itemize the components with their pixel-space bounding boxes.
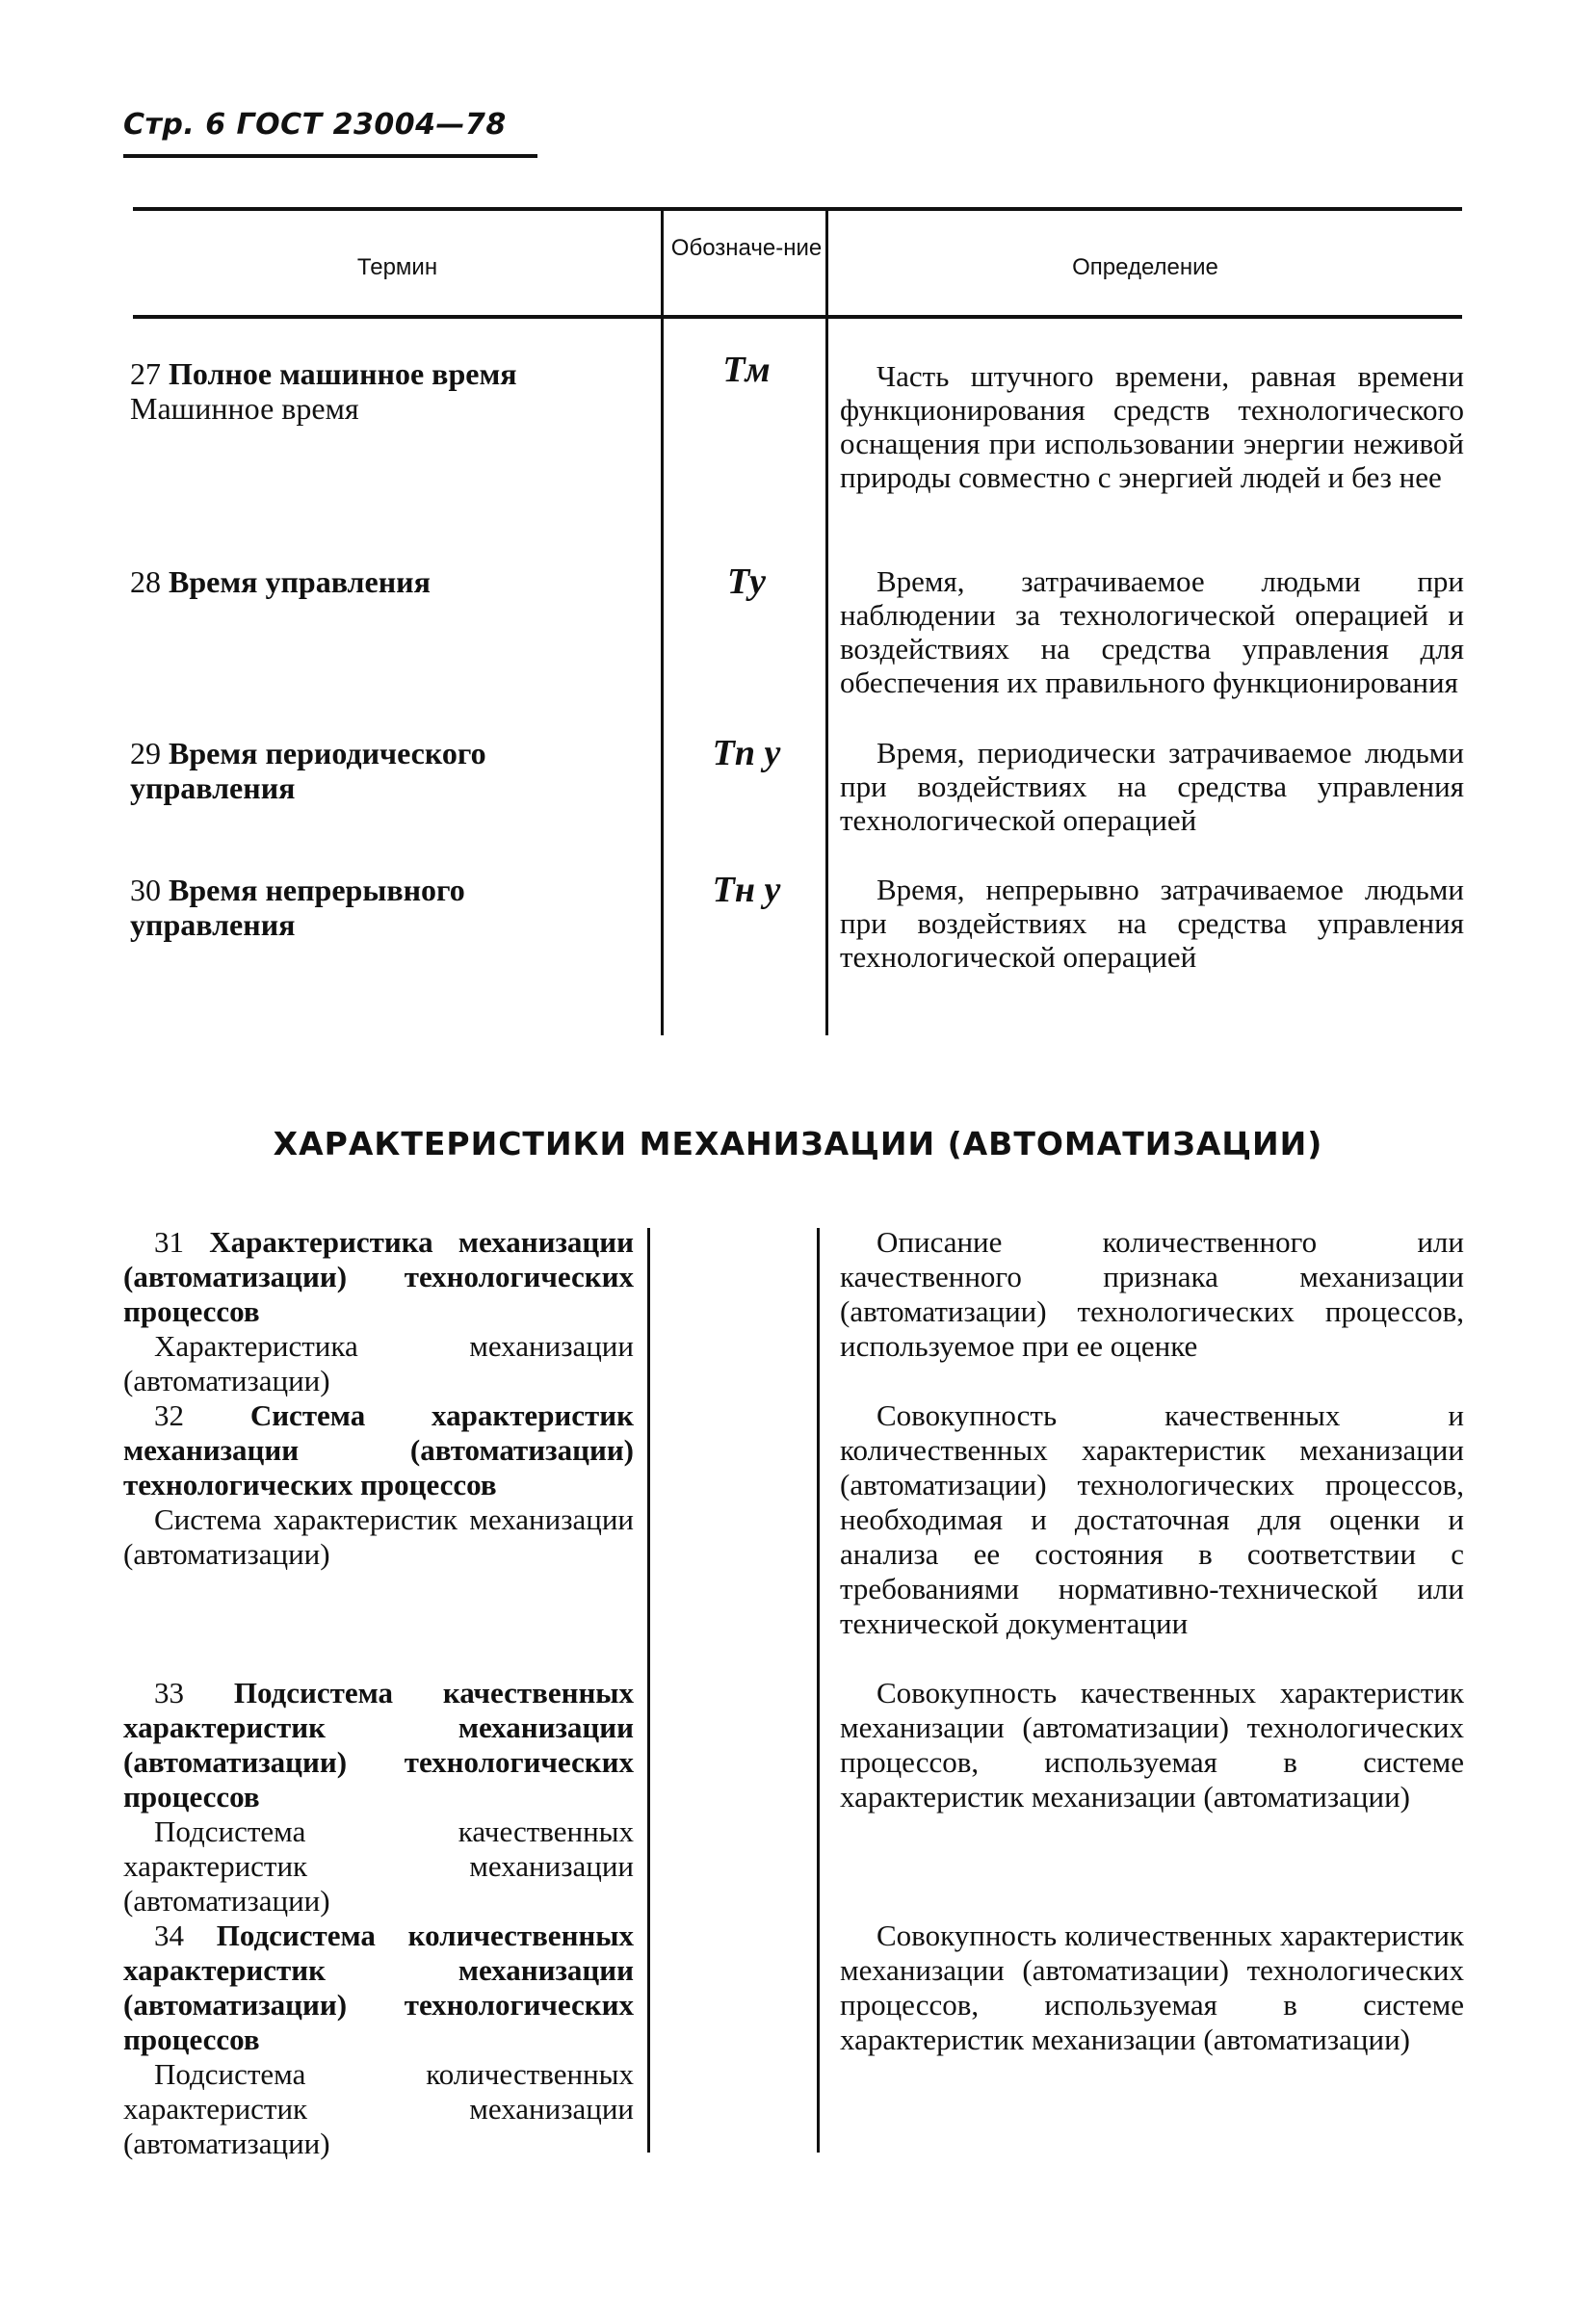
term-title: Полное машинное время xyxy=(169,356,517,391)
section-title: ХАРАКТЕРИСТИКИ МЕХАНИЗАЦИИ (АВТОМАТИЗАЦИИ) xyxy=(273,1125,1323,1162)
table-head-rule xyxy=(133,315,1462,319)
term-title: Система характеристик механизации (автоматизации) технологических процессов xyxy=(123,1398,635,1501)
term-32 xyxy=(123,1398,634,1572)
term-synonym: Машинное время xyxy=(130,391,359,426)
term-number: 32 xyxy=(154,1398,184,1432)
definition-29: Время, периодически затрачиваемое людьми при воздействиях на средства управления технологической операцией xyxy=(840,736,1464,837)
term-synonym: Подсистема количественных характеристик механизации (автоматизации) xyxy=(123,2057,634,2160)
term-title: Время периодического управления xyxy=(130,736,486,805)
term-30 xyxy=(130,873,621,942)
term-synonym: Подсистема качественных характеристик механизации (автоматизации) xyxy=(123,1814,634,1918)
definition-33: Совокупность качественных характеристик механизации (автоматизации) технологических процессов, используемая в системе характеристик механизации (автоматизации) xyxy=(840,1676,1464,1814)
term-34 xyxy=(123,1918,634,2161)
term-number: 34 xyxy=(154,1918,184,1952)
term-synonym: Характеристика механизации (автоматизации) xyxy=(123,1329,634,1397)
symbol-29: Tп у xyxy=(712,733,781,773)
term-number: 31 xyxy=(154,1225,184,1259)
definition-30: Время, непрерывно затрачиваемое людьми при воздействиях на средства управления технологической операцией xyxy=(840,873,1464,974)
col-head-definition: Определение xyxy=(1072,254,1218,280)
term-27 xyxy=(130,356,621,426)
term-number: 28 xyxy=(130,564,161,599)
term-synonym: Система характеристик механизации (автоматизации) xyxy=(123,1502,634,1571)
term-title: Время управления xyxy=(169,564,431,599)
term-title: Характеристика механизации (автоматизации) технологических процессов xyxy=(123,1225,634,1328)
term-title: Время непрерывного управления xyxy=(130,873,465,942)
column-rule-right-2 xyxy=(817,1228,820,2153)
symbol-27: Tм xyxy=(722,350,771,390)
definition-27: Часть штучного времени, равная времени функционирования средств технологического оснащения при использовании энергии неживой природы совместно с энергией людей и без нее xyxy=(840,359,1464,494)
col-head-designation: Обозначе-ние xyxy=(670,235,823,261)
term-title: Подсистема количественных характеристик механизации (автоматизации) технологических процессов xyxy=(123,1918,634,2056)
term-28 xyxy=(130,564,621,599)
table-top-rule xyxy=(133,207,1462,211)
symbol-28: Tу xyxy=(726,561,767,602)
definition-28: Время, затрачиваемое людьми при наблюдении за технологической операцией и воздействиях на средства управления для обеспечения их правильного функционирования xyxy=(840,564,1464,699)
column-rule-left-2 xyxy=(647,1228,650,2153)
header-underline xyxy=(123,154,537,158)
term-number: 29 xyxy=(130,736,161,770)
term-title: Подсистема качественных характеристик механизации (автоматизации) технологических процессов xyxy=(123,1676,635,1814)
definition-34: Совокупность количественных характеристик механизации (автоматизации) технологических процессов, используемая в системе характеристик механизации (автоматизации) xyxy=(840,1918,1464,2056)
symbol-30: Tн у xyxy=(712,870,781,910)
column-rule-right xyxy=(825,207,828,1035)
term-33 xyxy=(123,1676,634,1918)
col-head-term: Термин xyxy=(356,254,438,280)
term-number: 33 xyxy=(154,1676,184,1710)
page-header: Стр. 6 ГОСТ 23004—78 xyxy=(123,108,507,142)
column-rule-left xyxy=(661,207,664,1035)
definition-31: Описание количественного или качественного признака механизации (автоматизации) технологических процессов, используемое при ее оценке xyxy=(840,1225,1464,1363)
term-number: 30 xyxy=(130,873,161,907)
term-number: 27 xyxy=(130,356,161,391)
definition-32: Совокупность качественных и количественных характеристик механизации (автоматизации) технологических процессов, необходимая и достаточная для оценки и анализа ее состояния в соответствии с требованиями нормативно-технической или технической документации xyxy=(840,1398,1464,1640)
term-29 xyxy=(130,736,621,805)
term-31 xyxy=(123,1225,634,1398)
